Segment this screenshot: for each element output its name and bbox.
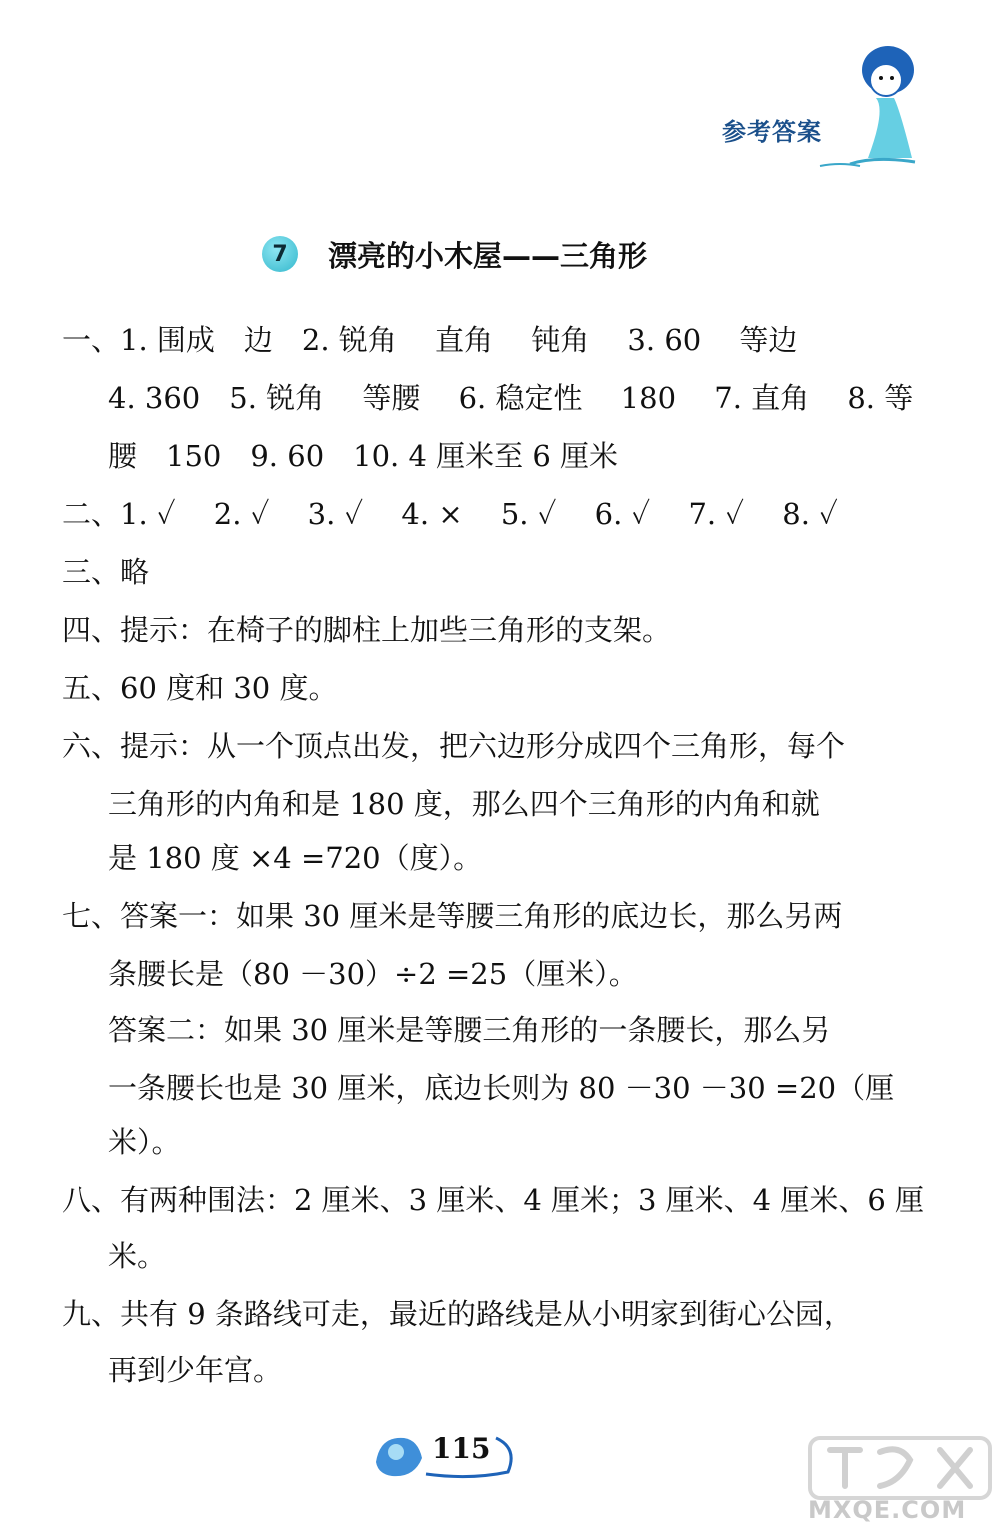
answer-line-12: 条腰长是（80 －30）÷2 =25（厘米）。 [108,957,638,991]
answer-line-17: 米。 [108,1239,167,1273]
answer-line-10: 是 180 度 ×4 =720（度）。 [108,841,483,875]
girl-illustration-icon [700,40,930,180]
answer-line-14: 一条腰长也是 30 厘米，底边长则为 80 －30 －30 =20（厘 [108,1071,895,1105]
answer-line-2: 4. 360 5. 锐角 等腰 6. 稳定性 180 7. 直角 8. 等 [108,381,914,415]
answer-line-1: 一、1. 围成 边 2. 锐角 直角 钝角 3. 60 等边 [62,323,798,357]
section-title-text: 漂亮的小木屋——三角形 [328,238,648,273]
answer-line-5: 三、略 [62,555,150,589]
header-label: 参考答案 [722,118,822,146]
answer-line-4: 二、1. ✓ 2. ✓ 3. ✓ 4. × 5. ✓ 6. ✓ 7. ✓ 8. ✓ [62,497,838,531]
answer-line-11: 七、答案一：如果 30 厘米是等腰三角形的底边长，那么另两 [62,899,843,933]
answer-line-19: 再到少年宫。 [108,1353,283,1387]
page-number: 115 [432,1432,491,1465]
answer-line-6: 四、提示：在椅子的脚柱上加些三角形的支架。 [62,613,672,647]
answer-line-13: 答案二：如果 30 厘米是等腰三角形的一条腰长，那么另 [108,1013,831,1047]
answer-line-3: 腰 150 9. 60 10. 4 厘米至 6 厘米 [108,439,619,473]
answer-line-7: 五、60 度和 30 度。 [62,671,338,705]
section-number-badge: 7 [262,236,298,272]
answer-line-15: 米）。 [108,1125,181,1159]
answer-line-16: 八、有两种围法：2 厘米、3 厘米、4 厘米；3 厘米、4 厘米、6 厘 [62,1183,925,1217]
answer-line-18: 九、共有 9 条路线可走，最近的路线是从小明家到街心公园， [62,1297,853,1331]
watermark-text: MXQE.COM [808,1496,967,1524]
section-title [262,232,647,276]
answer-line-8: 六、提示：从一个顶点出发，把六边形分成四个三角形，每个 [62,729,846,763]
answer-line-9: 三角形的内角和是 180 度，那么四个三角形的内角和就 [108,787,820,821]
